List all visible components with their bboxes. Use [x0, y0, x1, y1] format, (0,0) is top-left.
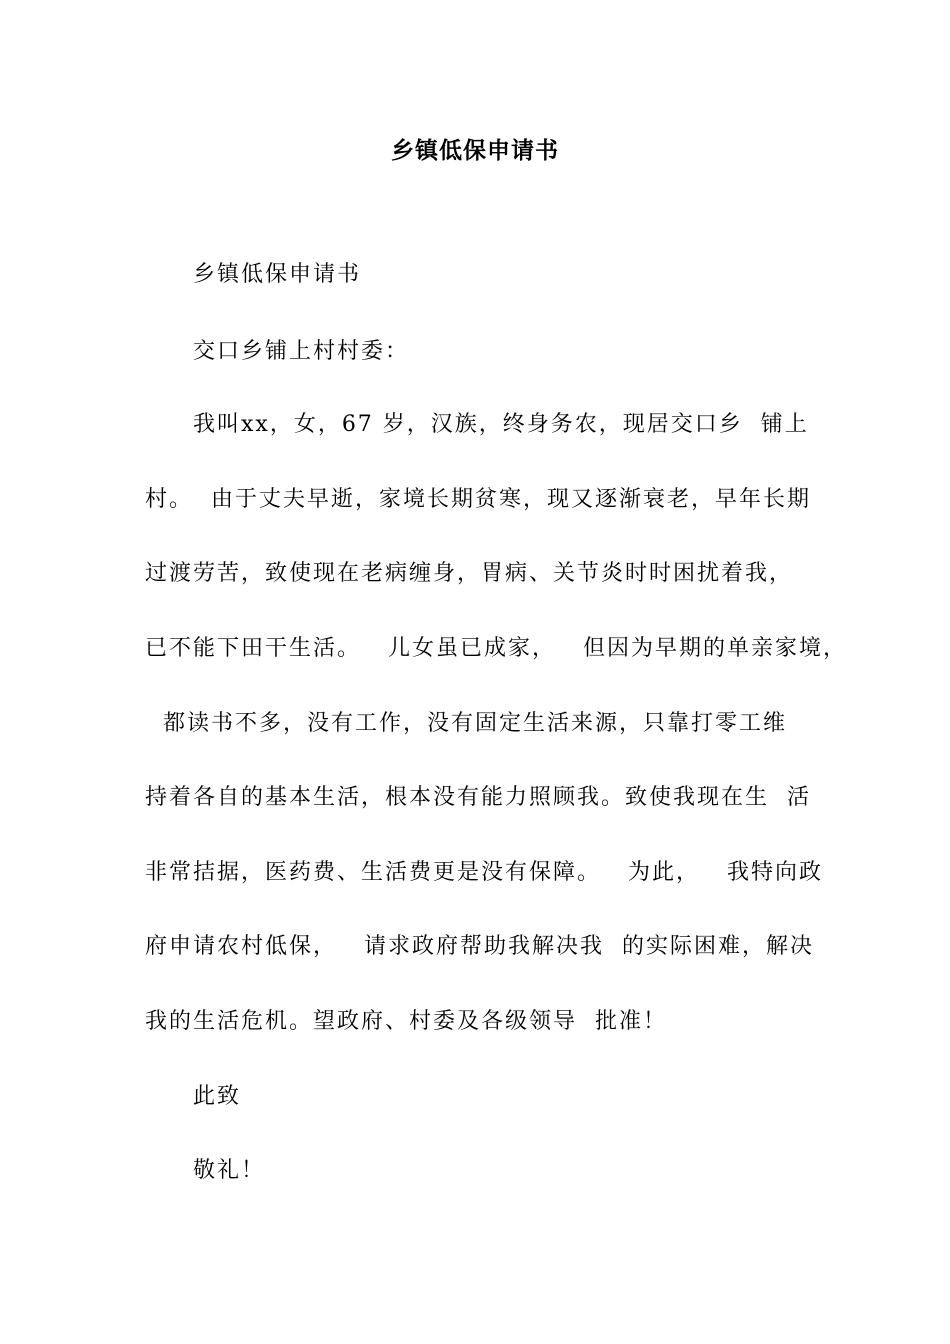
document-title: 乡镇低保申请书 [391, 138, 559, 164]
body-line: 我的生活危机。望政府、村委及各级领导 批准！ [145, 1009, 667, 1034]
body-line: 非常拮据，医药费、生活费更是没有保障。 为此， 我特向政 [145, 860, 823, 885]
body-line: 过渡劳苦，致使现在老病缠身，胃病、关节炎时时困扰着我， [145, 561, 794, 586]
closing-line: 此致 [193, 1084, 242, 1109]
body-line: 持着各自的基本生活，根本没有能力照顾我。致使我现在生 活 [145, 785, 811, 810]
body-line: 都读书不多，没有工作，没有固定生活来源，只靠打零工维 [145, 711, 787, 736]
body-line: 村。 由于丈夫早逝，家境长期贫寒，现又逐渐衰老，早年长期 [145, 487, 811, 512]
closing-line: 敬礼！ [193, 1158, 266, 1183]
body-line: 府申请农村低保， 请求政府帮助我解决我 的实际困难，解决 [145, 934, 814, 959]
salutation-line: 交口乡铺上村村委： [193, 339, 410, 364]
body-line: 已不能下田干生活。 儿女虽已成家， 但因为早期的单亲家境， [145, 636, 847, 661]
body-line: 乡镇低保申请书 [193, 262, 362, 287]
body-line: 我叫xx，女，67 岁，汉族，终身务农，现居交口乡 铺上 [193, 412, 809, 437]
